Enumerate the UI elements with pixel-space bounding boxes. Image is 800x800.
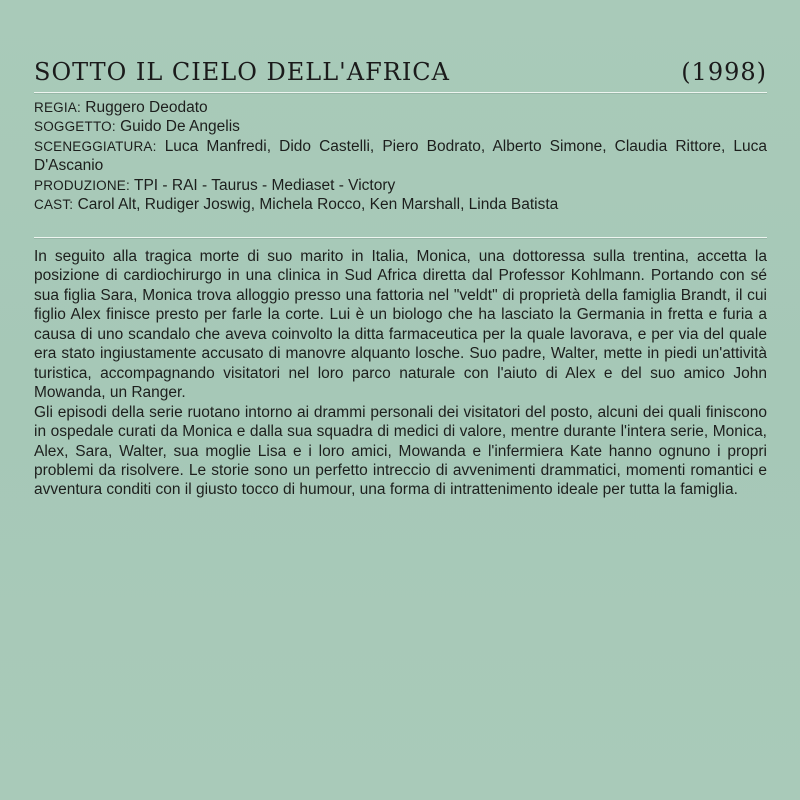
- credit-soggetto: [34, 117, 767, 136]
- credit-produzione: [34, 176, 767, 195]
- page-title: SOTTO IL CIELO DELL'AFRICA: [34, 58, 450, 86]
- release-year: (1998): [681, 58, 767, 86]
- synopsis: [34, 247, 767, 500]
- credit-label: CAST:: [34, 197, 74, 213]
- header: [34, 58, 767, 90]
- synopsis-paragraph-2: Gli episodi della serie ruotano intorno ai drammi personali dei visitatori del posto, alcuni dei quali finiscono in ospedale curati da Monica e dalla sua squadra di medici di valore, mentre durante l'intera serie, Monica, Alex, Sara, Walter, sua moglie Lisa e i loro amici, Mowanda e l'infermiera Kate hanno ognuno i propri problemi da risolvere. Le storie sono un perfetto intreccio di avvenimenti drammatici, momenti romantici e avventura conditi con il giusto tocco di humour, una forma di intrattenimento ideale per tutta la famiglia.: [34, 403, 767, 499]
- divider-top: [34, 92, 767, 93]
- credit-label: PRODUZIONE:: [34, 177, 130, 193]
- credit-cast: [34, 195, 767, 214]
- credit-regia: [34, 98, 767, 117]
- credit-sceneggiatura: [34, 137, 767, 176]
- credit-value: TPI - RAI - Taurus - Mediaset - Victory: [134, 176, 396, 194]
- credit-value: Carol Alt, Rudiger Joswig, Michela Rocco, Ken Marshall, Linda Batista: [77, 196, 559, 214]
- credit-value: Ruggero Deodato: [85, 99, 208, 116]
- credit-value: Guido De Angelis: [120, 118, 240, 136]
- credit-label: REGIA:: [34, 100, 81, 115]
- divider-middle: [34, 237, 767, 238]
- credit-value: Luca Manfredi, Dido Castelli, Piero Bodrato, Alberto Simone, Claudia Rittore, Luca D'Ascanio: [34, 137, 767, 175]
- credit-label: SCENEGGIATURA:: [34, 138, 157, 154]
- credit-label: SOGGETTO:: [34, 119, 116, 135]
- synopsis-paragraph-1: In seguito alla tragica morte di suo marito in Italia, Monica, una dottoressa sulla trentina, accetta la posizione di cardiochirurgo in una clinica in Sud Africa diretta dal Professor Kohlmann. Portando con sé sua figlia Sara, Monica trova alloggio presso una fattoria nel "veldt" di proprietà della famiglia Brandt, il cui figlio Alex finisce presto per farle la corte. Lui è un biologo che ha lasciato la Germania in fretta e furia a causa di uno scandalo che aveva coinvolto la ditta farmaceutica per la quale lavorava, e per via del quale era stato ingiustamente accusato di manovre alquanto losche. Suo padre, Walter, mette in piedi un'attività turistica, accompagnando visitatori nel loro parco naturale con l'aiuto di Alex e del suo amico John Mowanda, un Ranger.: [34, 248, 767, 402]
- credits-block: [34, 98, 767, 214]
